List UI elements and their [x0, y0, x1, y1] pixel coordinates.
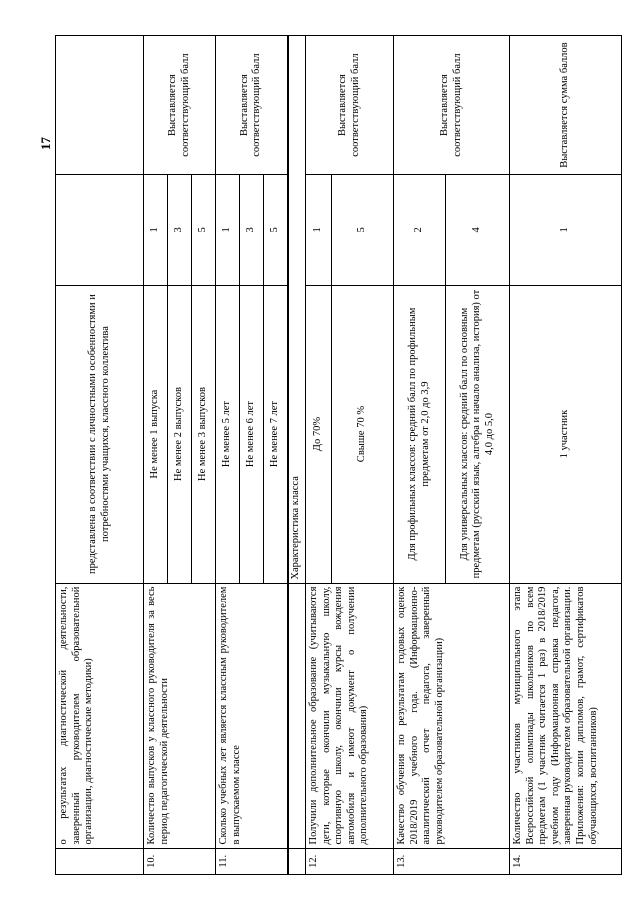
indicator-text: Не менее 7 лет	[264, 285, 288, 583]
indicator-text: Для универсальных классов: средний балл по основным предметам (русский язык, алгебра и начало анализа, история) от 4,0 до 5,0	[446, 285, 510, 583]
score-value: 1	[144, 175, 168, 285]
table-row	[510, 36, 622, 875]
method-text: Выставляется соответствующий балл	[216, 36, 288, 175]
indicator-text: Для профильных классов: средний балл по профильным предметам от 2,0 до 3,9	[394, 285, 446, 583]
section-row	[288, 36, 306, 875]
method-text	[56, 36, 144, 175]
row-number: 14.	[510, 848, 622, 874]
indicator-text: Не менее 2 выпусков	[168, 285, 192, 583]
section-title: Характеристика класса	[288, 36, 306, 584]
table-row	[394, 36, 446, 875]
score-value: 5	[264, 175, 288, 285]
criterion-text: Количество участников муниципального этапа Всероссийской олимпиады школьников по всем предметам (1 участник считается 1 раз) в 2018/2019 учебном году (Информационная справка педагога, заверенная руководителем образовательной организации. Приложения: копии дипломов, грамот, сертификатов обучающихся, воспитанников)	[510, 583, 622, 848]
score-value: 1	[306, 175, 332, 285]
indicator-text: Не менее 6 лет	[240, 285, 264, 583]
score-value: 1	[510, 175, 622, 285]
score-value: 1	[216, 175, 240, 285]
row-number: 12.	[306, 848, 394, 874]
score-value: 5	[192, 175, 216, 285]
criterion-text: Получили дополнительное образование (учитываются дети, которые окончили музыкальную школу, спортивную школу, окончили курсы вождения автомобиля и имеют документ о получении дополнительного образования)	[306, 583, 394, 848]
table-row	[306, 36, 332, 875]
indicator-text: Свыше 70 %	[332, 285, 394, 583]
table-row	[56, 36, 144, 875]
table-row	[144, 36, 168, 875]
method-text: Выставляется соответствующий балл	[144, 36, 216, 175]
method-text: Выставляется соответствующий балл	[306, 36, 394, 175]
indicator-text: 1 участник	[510, 285, 622, 583]
indicator-text: До 70%	[306, 285, 332, 583]
page-number: 17	[38, 137, 53, 150]
method-text: Выставляется сумма баллов	[510, 36, 622, 175]
score-value: 4	[446, 175, 510, 285]
method-text: Выставляется соответствующий балл	[394, 36, 510, 175]
indicator-text: Не менее 1 выпуска	[144, 285, 168, 583]
criterion-text: Сколько учебных лет является классным руководителем в выпускаемом классе	[216, 583, 288, 848]
criterion-text: Качество обучения по результатам годовых оценок 2018/2019 учебного года. (Информационно-аналитический отчет педагога, заверенный руководителем образовательной организации)	[394, 583, 510, 848]
score-value: 5	[332, 175, 394, 285]
criteria-table	[55, 35, 622, 875]
row-number: 13.	[394, 848, 510, 874]
criterion-text: Количество выпусков у классного руководителя за весь период педагогической деятельности	[144, 583, 216, 848]
score-value: 3	[168, 175, 192, 285]
score-value: 3	[240, 175, 264, 285]
criteria-sheet	[55, 35, 599, 875]
row-number	[56, 848, 144, 874]
criterion-text: о результатах диагностической деятельности, заверенный руководителем образовательной организации, диагностические методики)	[56, 583, 144, 848]
row-number: 10.	[144, 848, 216, 874]
score-value: 2	[394, 175, 446, 285]
indicator-text: Не менее 5 лет	[216, 285, 240, 583]
table-row	[216, 36, 240, 875]
indicator-text: представлена в соответствии с личностными особенностями и потребностями учащихся, классного коллектива	[56, 285, 144, 583]
row-number: 11.	[216, 848, 288, 874]
score-value	[56, 175, 144, 285]
indicator-text: Не менее 3 выпусков	[192, 285, 216, 583]
